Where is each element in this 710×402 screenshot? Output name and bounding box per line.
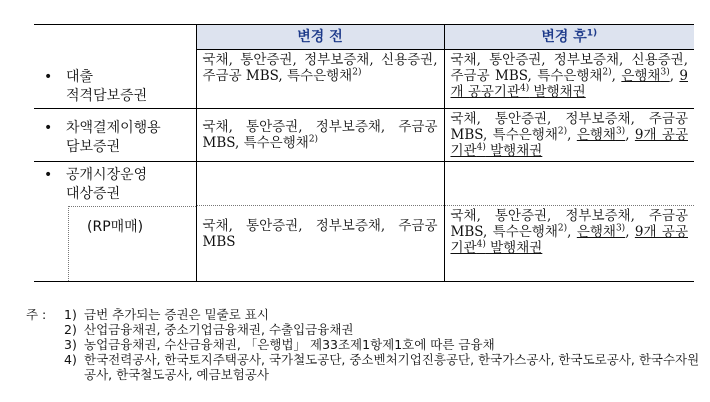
row-label-line1: 대출 bbox=[66, 68, 94, 85]
row-label-line2: 담보증권 bbox=[66, 138, 121, 155]
before-cell bbox=[196, 50, 444, 109]
after-separator: , bbox=[567, 126, 577, 143]
after-note: 2) bbox=[557, 126, 568, 136]
bullet-icon: • bbox=[44, 166, 53, 183]
after-new-public-bonds: 9개 공공기관$^{4)}$ 발행채권 bbox=[450, 68, 688, 100]
before-text: 국채, 통안증권, 정부보증채, 주금공 MBS, 특수은행채 bbox=[202, 118, 438, 151]
after-new-bank-bonds: 은행채$^{3)}$ bbox=[576, 223, 626, 240]
row-label-line2: 대상증권 bbox=[66, 185, 121, 202]
after-separator: , bbox=[567, 224, 577, 240]
row-label-open-market bbox=[34, 161, 196, 206]
table-row bbox=[34, 161, 694, 206]
before-text: 국채, 통안증권, 정부보증채, 주금공 MBS bbox=[202, 218, 438, 250]
before-cell bbox=[196, 108, 444, 161]
before-text: 국채, 통안증권, 정부보증채, 신용증권, 주금공 MBS, 특수은행채 bbox=[202, 52, 438, 84]
bullet-icon: • bbox=[44, 68, 53, 85]
sub-row-label-wrap bbox=[34, 206, 196, 282]
before-cell-empty bbox=[196, 161, 444, 206]
footnote-prefix: 주 : bbox=[26, 307, 47, 322]
after-text: 국채, 통안증권, 정부보증채, 신용증권, 주금공 MBS, 특수은행채 bbox=[450, 52, 688, 84]
row-label-line1: 공개시장운영 bbox=[66, 166, 148, 183]
header-after-label: 변경 후 bbox=[541, 29, 587, 45]
after-separator: , bbox=[611, 68, 622, 84]
after-note: 2) bbox=[602, 67, 612, 78]
footnote-item: 2) 산업금융채권, 중소기업금융채권, 수출입금융채권 bbox=[64, 322, 354, 337]
after-text: 국채, 통안증권, 정부보증채, 주금공 MBS, 특수은행채 bbox=[450, 110, 688, 143]
table-row bbox=[34, 50, 694, 109]
after-cell bbox=[444, 108, 694, 161]
row-label-line2: 적격담보증권 bbox=[66, 87, 148, 104]
table-header-row bbox=[34, 25, 694, 50]
row-label-line1: 차액결제이행용 bbox=[66, 119, 161, 136]
after-new-bank-bonds: 은행채$^{3)}$ bbox=[576, 126, 626, 143]
header-after-note: 1) bbox=[586, 28, 598, 39]
after-new-public-bonds: 9개 공공기관$^{4)}$ 발행채권 bbox=[450, 224, 688, 256]
after-new-public-bonds: 9개 공공기관$^{4)}$ 발행채권 bbox=[450, 126, 688, 159]
collateral-comparison-table bbox=[34, 24, 694, 282]
after-cell bbox=[444, 50, 694, 109]
after-new-bank-bonds: 은행채$^{3)}$ bbox=[621, 67, 670, 84]
table-row bbox=[34, 206, 694, 282]
after-separator: , bbox=[625, 126, 635, 143]
footnote-item: 4) 한국전력공사, 한국토지주택공사, 국가철도공단, 중소벤처기업진흥공단, 한국가스공사, 한국도로공사, 한국수자원공사, 한국철도공사, 예금보험공사 bbox=[64, 352, 700, 382]
after-note: 2) bbox=[557, 223, 568, 234]
footnote-item: 주 : 1) 금번 추가되는 증권은 밑줄로 표시 bbox=[26, 307, 269, 322]
table-row bbox=[34, 108, 694, 161]
header-after bbox=[444, 25, 694, 50]
header-empty-cell bbox=[34, 25, 196, 50]
footnotes bbox=[26, 307, 704, 382]
sub-row-label-rp: (RP매매) bbox=[68, 206, 196, 281]
before-note: 2) bbox=[308, 134, 319, 144]
row-label-settlement-collateral bbox=[34, 108, 196, 161]
after-separator: , bbox=[669, 68, 680, 84]
after-separator: , bbox=[625, 224, 635, 240]
after-text: 국채, 통안증권, 정부보증채, 주금공 MBS, 특수은행채 bbox=[450, 208, 688, 240]
before-cell bbox=[196, 206, 444, 282]
row-label-loan-collateral bbox=[34, 50, 196, 109]
after-cell bbox=[444, 206, 694, 282]
header-before: 변경 전 bbox=[196, 25, 444, 50]
bullet-icon: • bbox=[44, 119, 53, 136]
footnote-item: 3) 농업금융채권, 수산금융채권, 「은행법」 제33조제1항제1호에 따른 금융채 bbox=[64, 337, 495, 352]
after-cell-empty bbox=[444, 161, 694, 206]
before-note: 2) bbox=[352, 67, 362, 78]
